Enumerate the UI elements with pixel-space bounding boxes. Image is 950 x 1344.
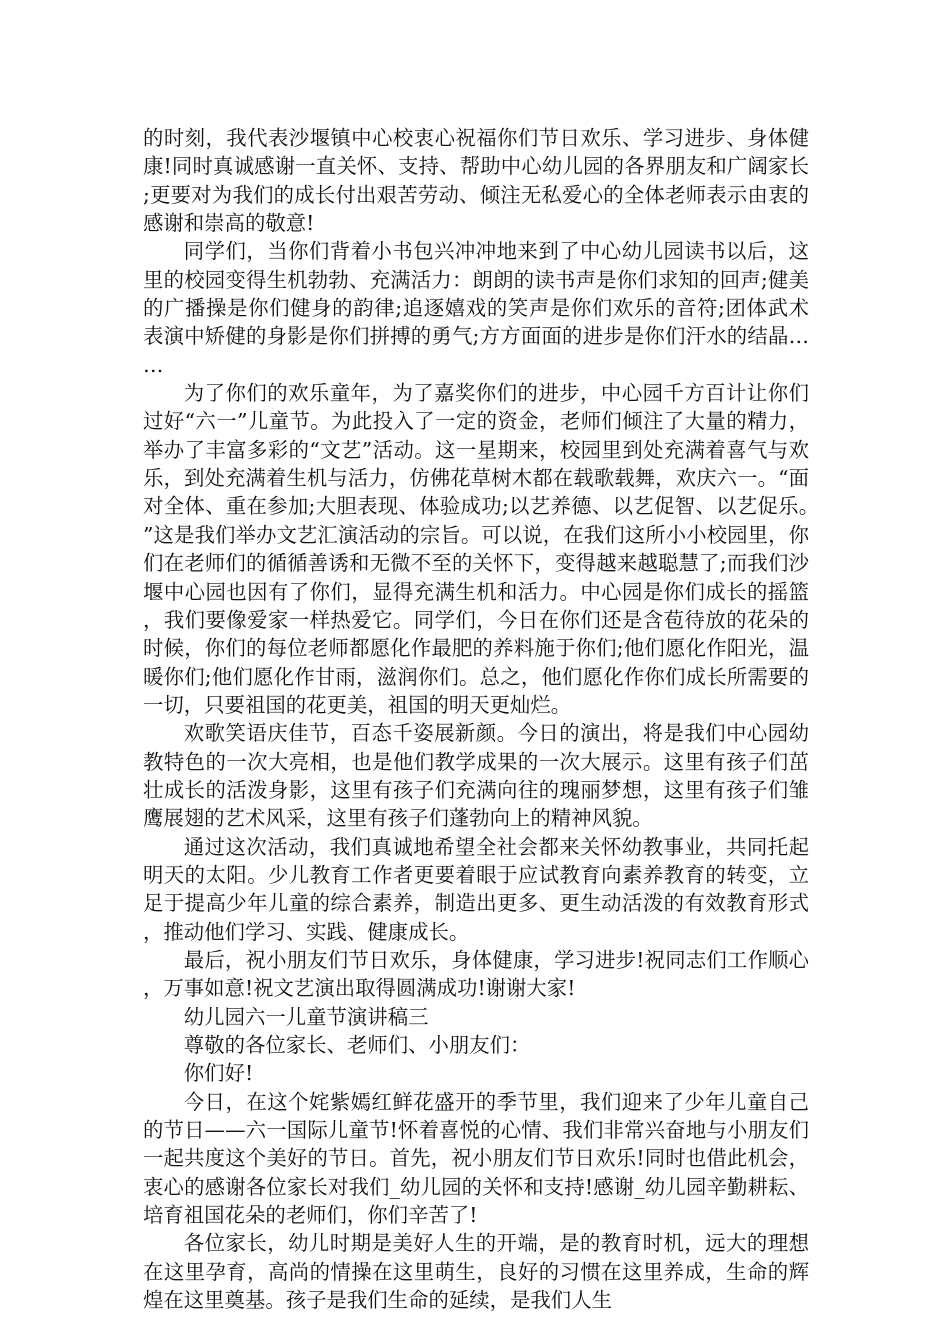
- section-heading: 幼儿园六一儿童节演讲稿三: [183, 1004, 429, 1029]
- salutation: 尊敬的各位家长、老师们、小朋友们：: [183, 1033, 531, 1057]
- paragraph-6: 最后，祝小朋友们节日欢乐，身体健康，学习进步!祝同志们工作顺心，万事如意!祝文艺演出取得圆满成功!谢谢大家!: [143, 947, 809, 1001]
- paragraph-1: 的时刻，我代表沙堰镇中心校衷心祝福你们节日欢乐、学习进步、身体健康!同时真诚感谢一直关怀、支持、帮助中心幼儿园的各界朋友和广阔家长;更要对为我们的成长付出艰苦劳动、倾注无私爱心的全体老师表示由衷的感谢和崇高的敬意!: [143, 126, 809, 236]
- paragraph-2: 同学们，当你们背着小书包兴冲冲地来到了中心幼儿园读书以后，这里的校园变得生机勃勃、充满活力：朗朗的读书声是你们求知的回声;健美的广播操是你们健身的韵律;追逐嬉戏的笑声是你们欢乐的音符;团体武术表演中矫健的身影是你们拼搏的勇气;方方面面的进步是你们汗水的结晶……: [143, 239, 809, 377]
- document-page: [143, 124, 809, 1314]
- paragraph-8: 各位家长，幼儿时期是美好人生的开端，是的教育时机，远大的理想在这里孕育，高尚的情操在这里萌生，良好的习惯在这里养成，生命的辉煌在这里奠基。孩子是我们生命的延续，是我们人生: [143, 1231, 809, 1313]
- paragraph-4: 欢歌笑语庆佳节，百态千姿展新颜。今日的演出，将是我们中心园幼教特色的一次大亮相，也是他们教学成果的一次大展示。这里有孩子们茁壮成长的活泼身影，这里有孩子们充满向往的瑰丽梦想，这里有孩子们雏鹰展翅的艺术风采，这里有孩子们蓬勃向上的精神风貌。: [143, 721, 809, 831]
- paragraph-5: 通过这次活动，我们真诚地希望全社会都来关怀幼教事业，共同托起明天的太阳。少儿教育工作者更要着眼于应试教育向素养教育的转变，立足于提高少年儿童的综合素养，制造出更多、更生动活泼的有效教育形式，推动他们学习、实践、健康成长。: [143, 834, 809, 944]
- paragraph-3: 为了你们的欢乐童年，为了嘉奖你们的进步，中心园千方百计让你们过好“六一”儿童节。为此投入了一定的资金，老师们倾注了大量的精力，举办了丰富多彩的“文艺”活动。这一星期来，校园里到处充满着喜气与欢乐，到处充满着生机与活力，仿佛花草树木都在载歌载舞，欢庆六一。“面对全体、重在参加;大胆表现、体验成功;以艺养德、以艺促智、以艺促乐。”这是我们举办文艺汇演活动的宗旨。可以说，在我们这所小小校园里，你们在老师们的循循善诱和无微不至的关怀下，变得越来越聪慧了;而我们沙堰中心园也因有了你们，显得充满生机和活力。中心园是你们成长的摇篮，我们要像爱家一样热爱它。同学们，今日在你们还是含苞待放的花朵的时候，你们的每位老师都愿化作最肥的养料施于你们;他们愿化作阳光，温暖你们;他们愿化作甘雨，滋润你们。总之，他们愿化作你们成长所需要的一切，只要祖国的花更美，祖国的明天更灿烂。: [143, 381, 809, 717]
- paragraph-7: 今日，在这个姹紫嫣红鲜花盛开的季节里，我们迎来了少年儿童自己的节日——六一国际儿童节!怀着喜悦的心情、我们非常兴奋地与小朋友们一起共度这个美好的节日。首先，祝小朋友们节日欢乐!同时也借此机会，衷心的感谢各位家长对我们_幼儿园的关怀和支持!感谢_幼儿园辛勤耕耘、培育祖国花朵的老师们，你们辛苦了!: [143, 1089, 809, 1228]
- greeting: 你们好!: [183, 1061, 254, 1086]
